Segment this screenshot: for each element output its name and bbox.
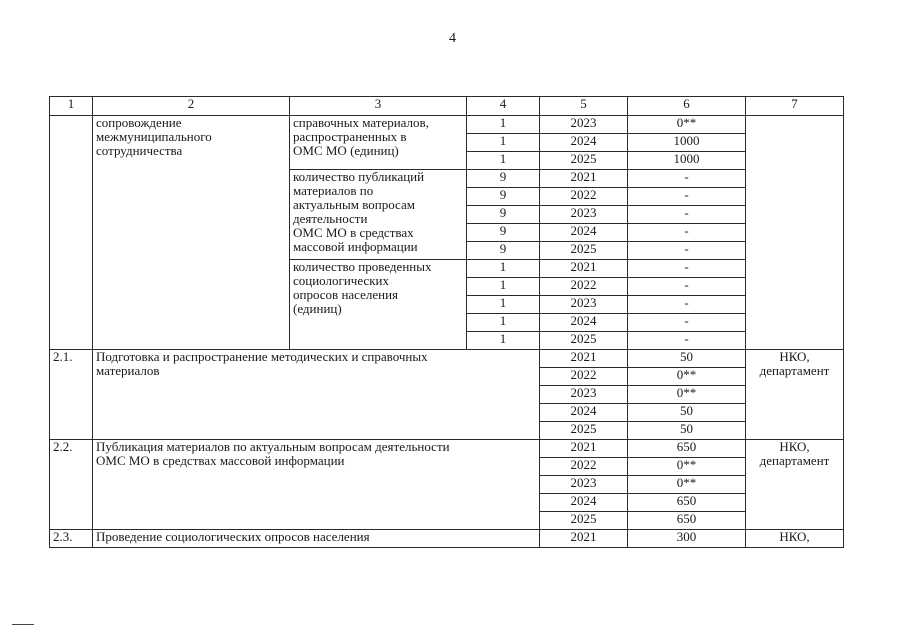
value-cell: 650 (628, 440, 746, 458)
value-cell: - (628, 188, 746, 206)
executor-cell (746, 116, 844, 350)
value-cell: 300 (628, 530, 746, 548)
indicator-cell: количество проведенных социологических опросов населения (единиц) (290, 260, 467, 350)
year-cell: 2021 (540, 170, 628, 188)
measure-cell: сопровождение межмуниципального сотрудничества (93, 116, 290, 350)
value-cell: - (628, 170, 746, 188)
header-cell: 4 (467, 97, 540, 116)
header-cell: 1 (50, 97, 93, 116)
item-number-cell: 2.2. (50, 440, 93, 530)
year-cell: 2025 (540, 242, 628, 260)
item-text-cell: Подготовка и распространение методических и справочных материалов (93, 350, 540, 440)
plan-table (49, 96, 844, 548)
header-cell: 7 (746, 97, 844, 116)
year-cell: 2022 (540, 458, 628, 476)
value-cell: 1000 (628, 152, 746, 170)
table-row (50, 440, 844, 458)
indicator-cell: справочных материалов, распространенных в ОМС МО (единиц) (290, 116, 467, 170)
year-cell: 2025 (540, 332, 628, 350)
value-cell: - (628, 206, 746, 224)
year-cell: 2025 (540, 152, 628, 170)
executor-cell: НКО, департамент (746, 440, 844, 530)
year-cell: 2021 (540, 530, 628, 548)
year-cell: 2022 (540, 188, 628, 206)
value-cell: 1000 (628, 134, 746, 152)
value-cell: - (628, 296, 746, 314)
executor-cell: НКО, департамент (746, 350, 844, 440)
table-row (50, 350, 844, 368)
year-cell: 2022 (540, 278, 628, 296)
indicator-code-cell: 9 (467, 188, 540, 206)
year-cell: 2024 (540, 224, 628, 242)
header-cell: 2 (93, 97, 290, 116)
value-cell: 0** (628, 476, 746, 494)
indicator-code-cell: 1 (467, 278, 540, 296)
page-number: 4 (449, 31, 456, 46)
plan-table-body (50, 97, 844, 548)
executor-cell: НКО, (746, 530, 844, 548)
value-cell: - (628, 332, 746, 350)
value-cell: 50 (628, 422, 746, 440)
item-text-cell: Проведение социологических опросов населения (93, 530, 540, 548)
indicator-code-cell: 1 (467, 152, 540, 170)
value-cell: - (628, 224, 746, 242)
item-number-cell: 2.1. (50, 350, 93, 440)
year-cell: 2025 (540, 512, 628, 530)
header-cell: 5 (540, 97, 628, 116)
header-cell: 6 (628, 97, 746, 116)
value-cell: 50 (628, 404, 746, 422)
indicator-code-cell: 1 (467, 134, 540, 152)
year-cell: 2023 (540, 116, 628, 134)
year-cell: 2022 (540, 368, 628, 386)
value-cell: - (628, 242, 746, 260)
table-row (50, 116, 844, 134)
year-cell: 2024 (540, 404, 628, 422)
year-cell: 2021 (540, 440, 628, 458)
value-cell: - (628, 278, 746, 296)
indicator-code-cell: 1 (467, 116, 540, 134)
year-cell: 2023 (540, 476, 628, 494)
table-row (50, 530, 844, 548)
year-cell: 2024 (540, 494, 628, 512)
year-cell: 2023 (540, 296, 628, 314)
value-cell: 650 (628, 512, 746, 530)
header-cell: 3 (290, 97, 467, 116)
indicator-code-cell: 9 (467, 242, 540, 260)
year-cell: 2024 (540, 134, 628, 152)
value-cell: - (628, 260, 746, 278)
year-cell: 2021 (540, 350, 628, 368)
value-cell: 0** (628, 116, 746, 134)
value-cell: 0** (628, 368, 746, 386)
footnote-rule (12, 624, 34, 625)
indicator-code-cell: 1 (467, 260, 540, 278)
value-cell: 650 (628, 494, 746, 512)
indicator-code-cell: 9 (467, 224, 540, 242)
year-cell: 2021 (540, 260, 628, 278)
value-cell: 50 (628, 350, 746, 368)
value-cell: 0** (628, 386, 746, 404)
header-row (50, 97, 844, 116)
indicator-code-cell: 1 (467, 296, 540, 314)
indicator-cell: количество публикаций материалов по актуальным вопросам деятельности ОМС МО в средствах массовой информации (290, 170, 467, 260)
year-cell: 2023 (540, 206, 628, 224)
year-cell: 2025 (540, 422, 628, 440)
indicator-code-cell: 1 (467, 314, 540, 332)
indicator-code-cell: 1 (467, 332, 540, 350)
indicator-code-cell: 9 (467, 206, 540, 224)
indicator-code-cell: 9 (467, 170, 540, 188)
year-cell: 2024 (540, 314, 628, 332)
item-number-cell: 2.3. (50, 530, 93, 548)
value-cell: - (628, 314, 746, 332)
item-text-cell: Публикация материалов по актуальным вопросам деятельности ОМС МО в средствах массовой информации (93, 440, 540, 530)
year-cell: 2023 (540, 386, 628, 404)
value-cell: 0** (628, 458, 746, 476)
item-number-cell (50, 116, 93, 350)
